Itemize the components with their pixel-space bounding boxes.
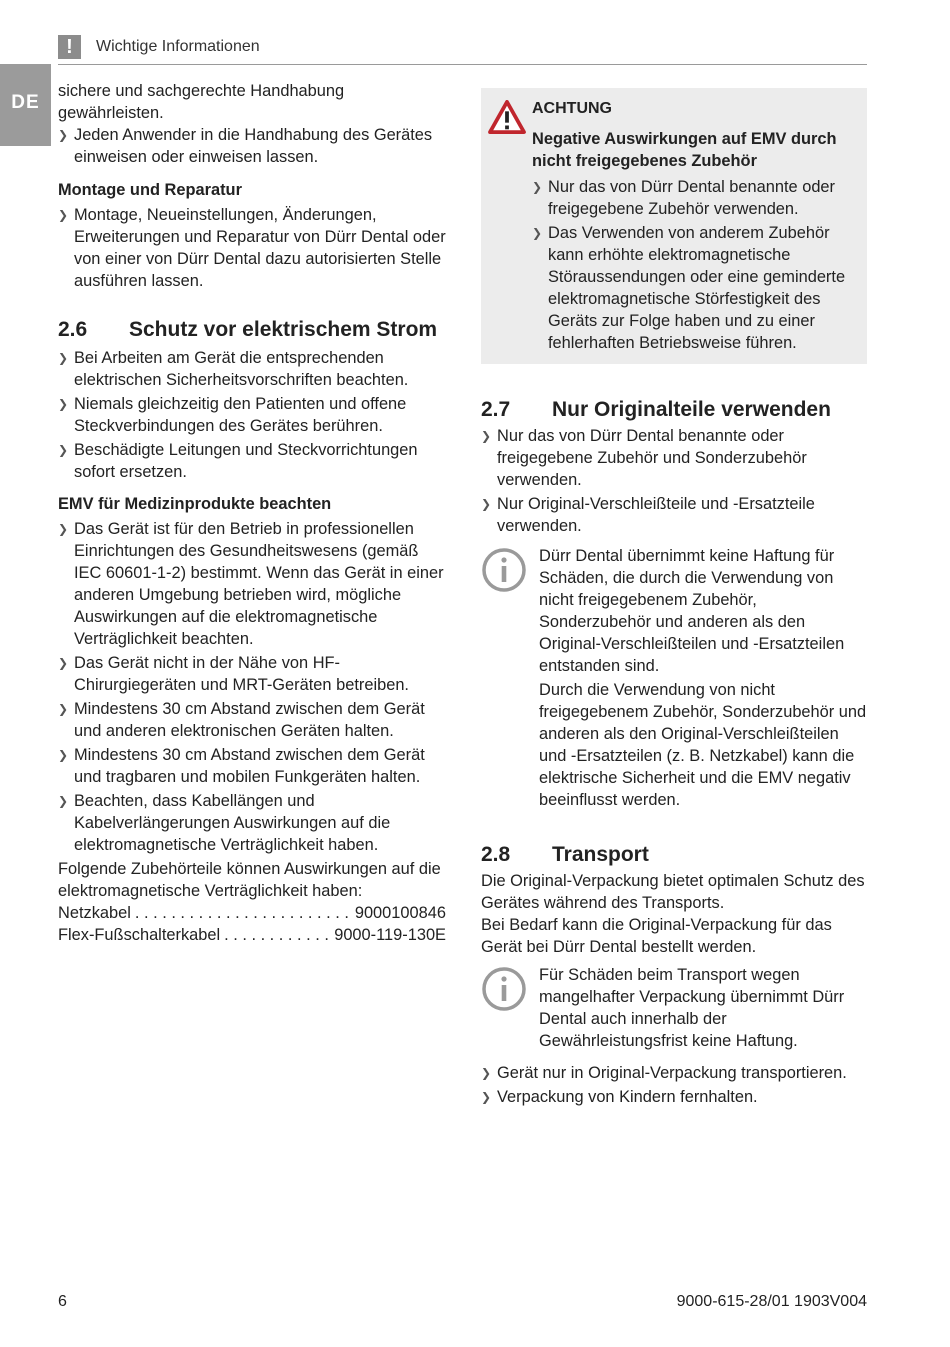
montage-heading: Montage und Reparatur [58, 181, 242, 199]
left-column [58, 80, 446, 946]
list-item: ❯ Das Gerät nicht in der Nähe von HF-Chirurgiegeräten und MRT-Geräten betreiben. [58, 652, 446, 696]
exclamation-icon: ! [58, 35, 81, 59]
list-item: ❯ Montage, Neueinstellungen, Änderungen, Erweiterungen und Reparatur von Dürr Dental oder von einer von Dürr Dental dazu autorisierten Stelle ausführen lassen. [58, 204, 446, 292]
section-heading-2-6: 2.6 Schutz vor elektrischem Strom [58, 318, 438, 341]
warning-box [481, 88, 867, 364]
list-item: ❯ Niemals gleichzeitig den Patienten und offene Steckverbindungen des Gerätes berühren. [58, 393, 446, 437]
list-item: ❯ Beschädigte Leitungen und Steckvorrichtungen sofort ersetzen. [58, 439, 446, 483]
document-code: 9000-615-28/01 1903V004 [676, 1293, 867, 1310]
right-column [481, 88, 867, 1110]
info-note: Dürr Dental übernimmt keine Haftung für Schäden, die durch die Verwendung von nicht freigegebenem Zubehör, Sonderzubehör und anderen als den Original-Verschleißteilen und -Ersatzteilen entstanden sind. Durch die Verwendung von nicht freigegebenem Zubehör, Sonderzubehör und anderen als den Original-Verschleißteilen und -Ersatzteilen (z. B. Netzkabel) kann die elektrische Sicherheit und die EMV negativ beeinflusst werden. [481, 545, 867, 811]
list-item: ❯ Mindestens 30 cm Abstand zwischen dem Gerät und tragbaren und mobilen Funkgeräten halten. [58, 744, 446, 788]
section-heading-2-8: 2.8 Transport [481, 843, 649, 866]
list-item: ❯ Nur das von Dürr Dental benannte oder freigegebene Zubehör und Sonderzubehör verwenden. [481, 425, 867, 491]
language-tab: DE [0, 64, 51, 146]
accessory-row: Netzkabel . . . 9000100846 [58, 902, 446, 924]
page-header [58, 34, 867, 65]
list-item: ❯ Nur das von Dürr Dental benannte oder freigegebene Zubehör verwenden. [532, 176, 853, 220]
list-item: ❯ Jeden Anwender in die Handhabung des Gerätes einweisen oder einweisen lassen. [58, 124, 446, 168]
emv-heading: EMV für Medizinprodukte beachten [58, 495, 332, 513]
accessory-intro: Folgende Zubehörteile können Auswirkungen auf die elektromagnetische Verträglichkeit haben: [58, 860, 441, 900]
info-icon [481, 547, 527, 593]
list-item: ❯ Gerät nur in Original-Verpackung transportieren. [481, 1062, 867, 1084]
list-item: ❯ Verpackung von Kindern fernhalten. [481, 1086, 867, 1108]
list-item: ❯ Nur Original-Verschleißteile und -Ersatzteile verwenden. [481, 493, 867, 537]
list-item: ❯ Beachten, dass Kabellängen und Kabelverlängerungen Auswirkungen auf die elektromagnetische Verträglichkeit haben. [58, 790, 446, 856]
transport-text: Die Original-Verpackung bietet optimalen Schutz des Gerätes während des Transports. [481, 872, 865, 912]
header-title: Wichtige Informationen [96, 38, 260, 55]
accessory-row: Flex-Fußschalterkabel . . . 9000-119-130E [58, 924, 446, 946]
info-note: Für Schäden beim Transport wegen mangelhafter Verpackung übernimmt Dürr Dental auch innerhalb der Gewährleistungsfrist keine Haftung. [481, 964, 867, 1052]
section-heading-2-7: 2.7 Nur Originalteile verwenden [481, 398, 831, 421]
list-item: ❯ Bei Arbeiten am Gerät die entsprechenden elektrischen Sicherheitsvorschriften beachten. [58, 347, 446, 391]
list-item: ❯ Das Gerät ist für den Betrieb in professionellen Einrichtungen des Gesundheitswesens (gemäß IEC 60601-1-2) bestimmt. Wenn das Gerät in einer anderen Umgebung betrieben wird, mögliche Auswirkungen auf die elektromagnetische Verträglichkeit beachten. [58, 518, 446, 650]
info-icon [481, 966, 527, 1012]
page-number: 6 [58, 1293, 67, 1310]
list-item: ❯ Das Verwenden von anderem Zubehör kann erhöhte elektromagnetische Störaussendungen oder eine geminderte elektromagnetische Störfestigkeit des Geräts zur Folge haben und zu einer fehlerhaften Betriebsweise führen. [532, 222, 853, 354]
transport-text: Bei Bedarf kann die Original-Verpackung für das Gerät bei Dürr Dental bestellt werden. [481, 916, 832, 956]
list-item: ❯ Mindestens 30 cm Abstand zwischen dem Gerät und anderen elektronischen Geräten halten. [58, 698, 446, 742]
warning-label: ACHTUNG [532, 100, 612, 117]
warning-heading: Negative Auswirkungen auf EMV durch nicht freigegebenes Zubehör [532, 130, 837, 170]
intro-text: sichere und sachgerechte Handhabung gewährleisten. [58, 82, 345, 122]
warning-triangle-icon [488, 100, 526, 134]
